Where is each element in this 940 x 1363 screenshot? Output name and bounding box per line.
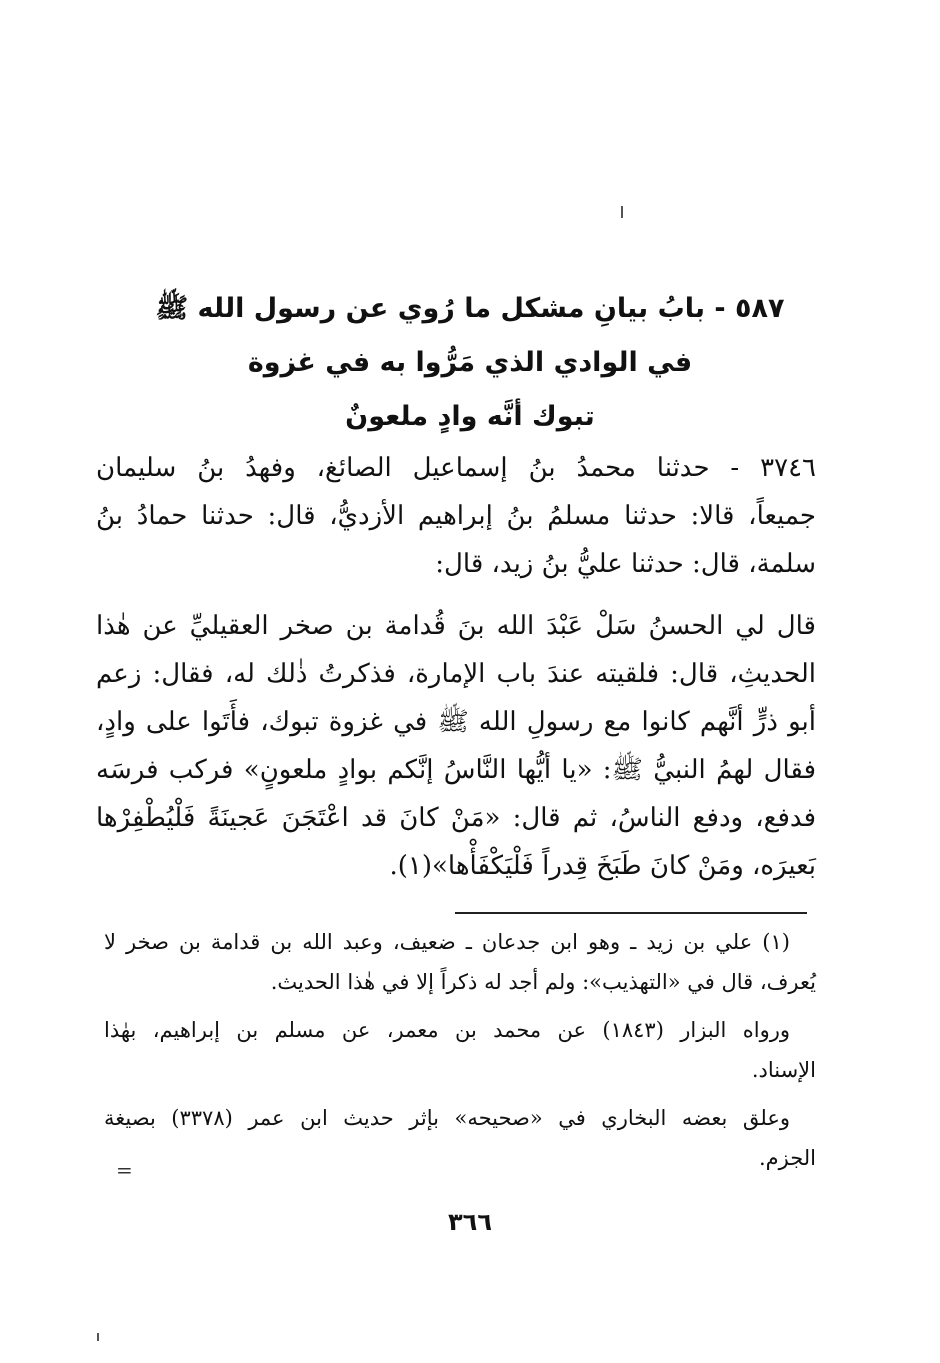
footnote-line: يُعرف، قال في «التهذيب»: ولم أجد له ذكراً إلا في هٰذا الحديث. [270, 970, 816, 994]
chapter-heading-line: تبوك أنَّه وادٍ ملعونٌ [345, 401, 595, 432]
continuation-marker: = [116, 1158, 133, 1182]
page-number: ٣٦٦ [448, 1208, 492, 1236]
hadith-isnad [96, 444, 816, 588]
footnote-line: الإسناد. [751, 1058, 816, 1082]
matn-line: فقال لهمُ النبيُّ ﷺ: «يا أيُّها النَّاسُ إنَّكم بوادٍ ملعونٍ» فركب فرسَه [96, 755, 816, 785]
isnad-line: جميعاً، قالا: حدثنا مسلمُ بنُ إبراهيم الأزديُّ، قال: حدثنا حمادُ بنُ [96, 501, 816, 531]
footnote-line: (١) علي بن زيد ـ وهو ابن جدعان ـ ضعيف، وعبد الله بن قدامة بن صخر لا [104, 930, 790, 954]
chapter-heading [110, 282, 830, 444]
scan-speck [621, 206, 623, 218]
isnad-line: ٣٧٤٦ - حدثنا محمدُ بنُ إسماعيل الصائغ، وفهدُ بنُ سليمان [96, 453, 816, 483]
hadith-matn [96, 602, 816, 890]
footnote-line: وعلق بعضه البخاري في «صحيحه» بإثر حديث ابن عمر (٣٣٧٨) بصيغة [104, 1106, 790, 1130]
footnote-paragraph [104, 1010, 816, 1090]
footnote-line: الجزم. [758, 1146, 816, 1170]
matn-line: أبو ذرٍّ أنَّهم كانوا مع رسولِ الله ﷺ في غزوة تبوك، فأَتَوا على وادٍ، [96, 707, 816, 737]
footnotes [104, 922, 816, 1186]
matn-line: الحديثِ، قال: فلقيته عندَ باب الإمارة، فذكرتُ ذٰلك له، فقال: زعم [96, 659, 816, 689]
isnad-line: سلمة، قال: حدثنا عليُّ بنُ زيد، قال: [435, 549, 816, 579]
footnote-line: ورواه البزار (١٨٤٣) عن محمد بن معمر، عن مسلم بن إبراهيم، بهٰذا [104, 1018, 790, 1042]
matn-line: قال لي الحسنُ سَلْ عَبْدَ الله بنَ قُدامة بن صخر العقيليِّ عن هٰذا [96, 611, 816, 641]
matn-line: فدفع، ودفع الناسُ، ثم قال: «مَنْ كانَ قد اعْتَجَنَ عَجينَةً فَلْيُطْفِرْها [96, 803, 816, 833]
matn-line: بَعيرَه، ومَنْ كانَ طَبَخَ قِدراً فَلْيَكْفَأْها»(١). [389, 851, 816, 881]
chapter-heading-line: ٥٨٧ - بابُ بيانِ مشكل ما رُوي عن رسول الله ﷺ [155, 293, 785, 324]
footnote-separator [455, 912, 807, 914]
scan-speck [97, 1333, 99, 1341]
footnote-paragraph [104, 922, 816, 1002]
chapter-heading-line: في الوادي الذي مَرُّوا به في غزوة [247, 347, 693, 378]
footnote-paragraph [104, 1098, 816, 1178]
